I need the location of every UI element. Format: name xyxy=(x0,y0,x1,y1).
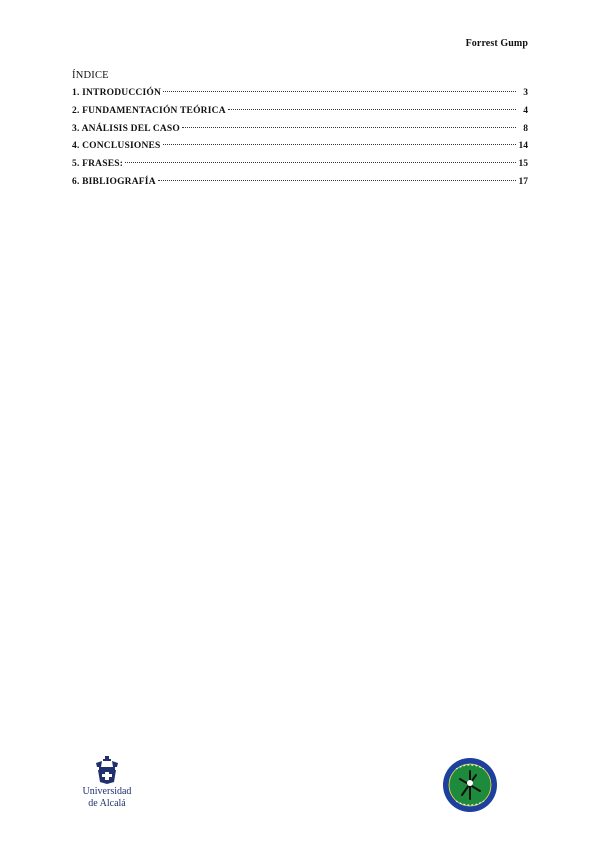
toc-dot-leader xyxy=(158,180,516,181)
toc-entry-introduccion[interactable] xyxy=(72,85,528,103)
faculty-seal-icon xyxy=(442,757,498,813)
toc-entry-label: 4. CONCLUSIONES xyxy=(72,141,161,152)
toc-entry-label: 3. ANÁLISIS DEL CASO xyxy=(72,123,181,134)
toc-entry-frases[interactable] xyxy=(72,156,528,174)
table-of-contents xyxy=(72,70,528,192)
toc-dot-leader xyxy=(163,144,516,145)
document-header-title: Forrest Gump xyxy=(465,38,528,49)
university-crest-icon xyxy=(90,755,124,785)
toc-list xyxy=(72,85,528,192)
toc-entry-page: 3 xyxy=(523,88,528,98)
toc-entry-label: 2. FUNDAMENTACIÓN TEÓRICA xyxy=(72,105,226,116)
toc-entry-fundamentacion-teorica[interactable] xyxy=(72,103,528,121)
toc-entry-page: 4 xyxy=(523,105,528,116)
university-logo-line2: de Alcalá xyxy=(88,798,126,809)
toc-entry-label: 6. BIBLIOGRAFÍA xyxy=(72,176,156,187)
toc-dot-leader xyxy=(228,109,516,110)
toc-entry-page: 8 xyxy=(523,123,528,134)
faculty-seal-logo xyxy=(442,757,498,813)
toc-entry-bibliografia[interactable] xyxy=(72,174,528,192)
toc-dot-leader xyxy=(125,162,516,163)
toc-entry-analisis-del-caso[interactable] xyxy=(72,121,528,139)
toc-dot-leader xyxy=(182,127,516,128)
university-logo xyxy=(72,755,142,809)
toc-entry-page: 17 xyxy=(518,176,528,187)
toc-entry-label: 1. INTRODUCCIÓN xyxy=(72,88,162,98)
toc-entry-conclusiones[interactable] xyxy=(72,138,528,156)
toc-heading: ÍNDICE xyxy=(72,70,109,81)
university-logo-line1: Universidad xyxy=(82,786,132,797)
toc-entry-page: 14 xyxy=(518,141,528,152)
toc-entry-page: 15 xyxy=(518,159,528,170)
toc-entry-label: 5. FRASES: xyxy=(72,159,124,170)
toc-dot-leader xyxy=(163,91,516,92)
